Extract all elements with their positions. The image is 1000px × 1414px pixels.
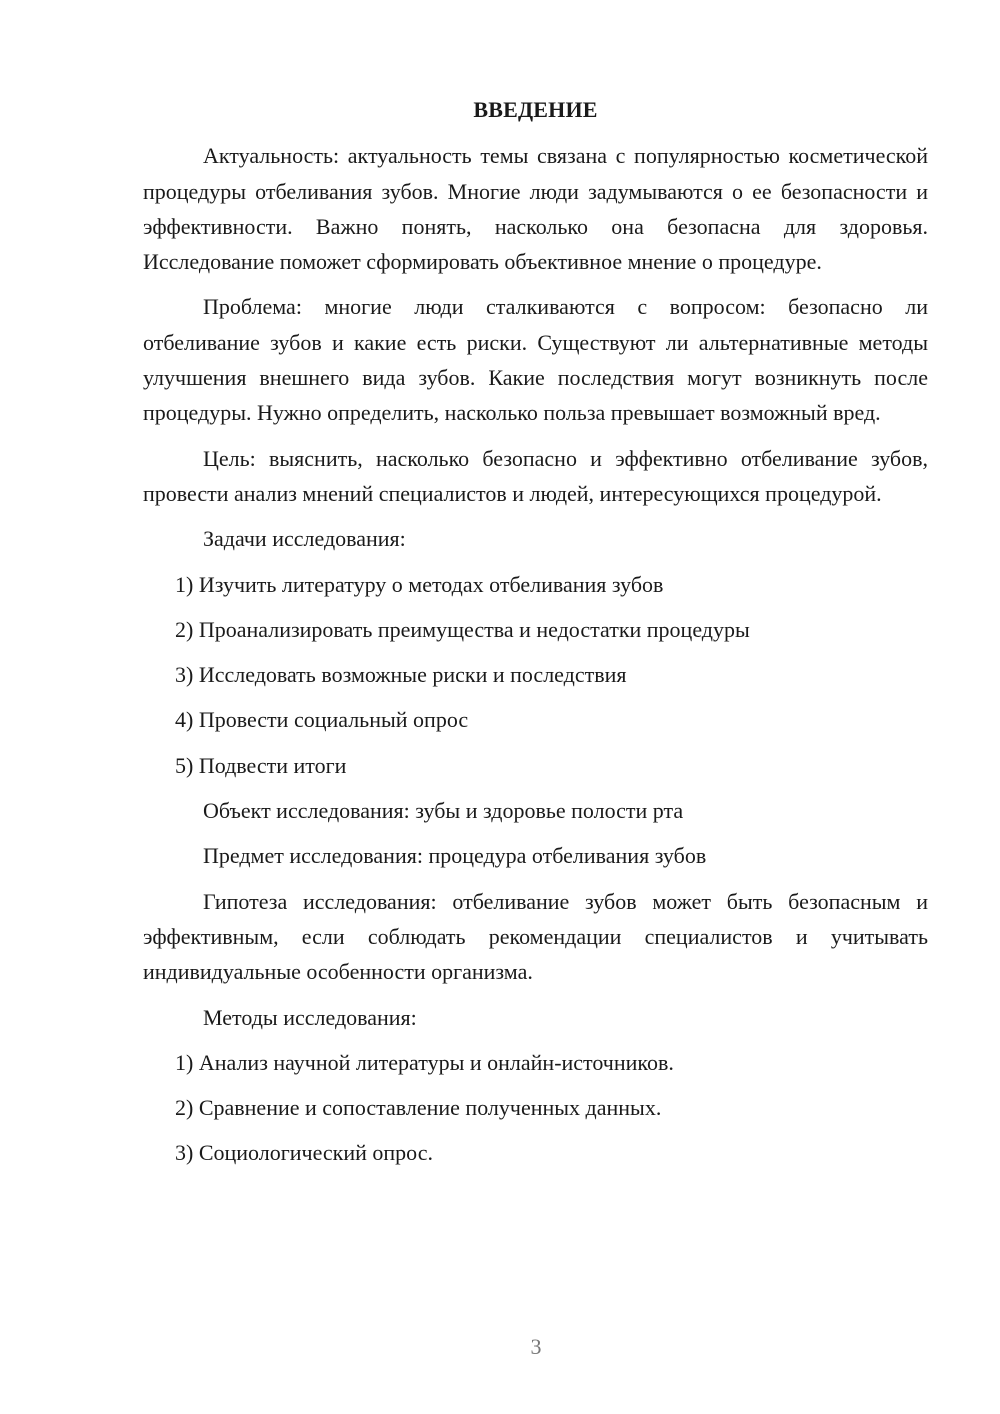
method-item: 3) Социологический опрос. <box>175 1140 433 1166</box>
research-object: Объект исследования: зубы и здоровье полости рта <box>203 798 684 824</box>
task-item: 5) Подвести итоги <box>175 752 347 778</box>
task-item: 2) Проанализировать преимущества и недостатки процедуры <box>175 616 750 642</box>
document-page <box>143 92 928 1181</box>
task-item: 1) Изучить литературу о методах отбеливания зубов <box>175 571 664 597</box>
research-subject: Предмет исследования: процедура отбеливания зубов <box>203 843 707 869</box>
problem-paragraph: Проблема: многие люди сталкиваются с вопросом: безопасно ли отбеливание зубов и какие есть риски. Существуют ли альтернативные методы улучшения внешнего вида зубов. Какие последствия могут возникнуть после процедуры. Нужно определить, насколько польза превышает возможный вред. <box>143 294 928 426</box>
methods-heading: Методы исследования: <box>203 1004 417 1030</box>
hypothesis-paragraph: Гипотеза исследования: отбеливание зубов может быть безопасным и эффективным, если соблюдать рекомендации специалистов и учитывать индивидуальные особенности организма. <box>143 888 928 985</box>
task-item: 3) Исследовать возможные риски и последствия <box>175 662 627 688</box>
method-item: 1) Анализ научной литературы и онлайн-источников. <box>175 1049 674 1075</box>
method-item: 2) Сравнение и сопоставление полученных данных. <box>175 1095 662 1121</box>
goal-paragraph: Цель: выяснить, насколько безопасно и эффективно отбеливание зубов, провести анализ мнений специалистов и людей, интересующихся процедурой. <box>143 445 928 506</box>
page-title: ВВЕДЕНИЕ <box>473 97 598 122</box>
relevance-paragraph: Актуальность: актуальность темы связана с популярностью косметической процедуры отбеливания зубов. Многие люди задумываются о ее безопасности и эффективности. Важно понять, насколько она безопасна для здоровья. Исследование поможет сформировать объективное мнение о процедуре. <box>143 143 928 275</box>
page-number: 3 <box>530 1334 542 1359</box>
task-item: 4) Провести социальный опрос <box>175 707 469 733</box>
tasks-heading: Задачи исследования: <box>203 526 406 552</box>
